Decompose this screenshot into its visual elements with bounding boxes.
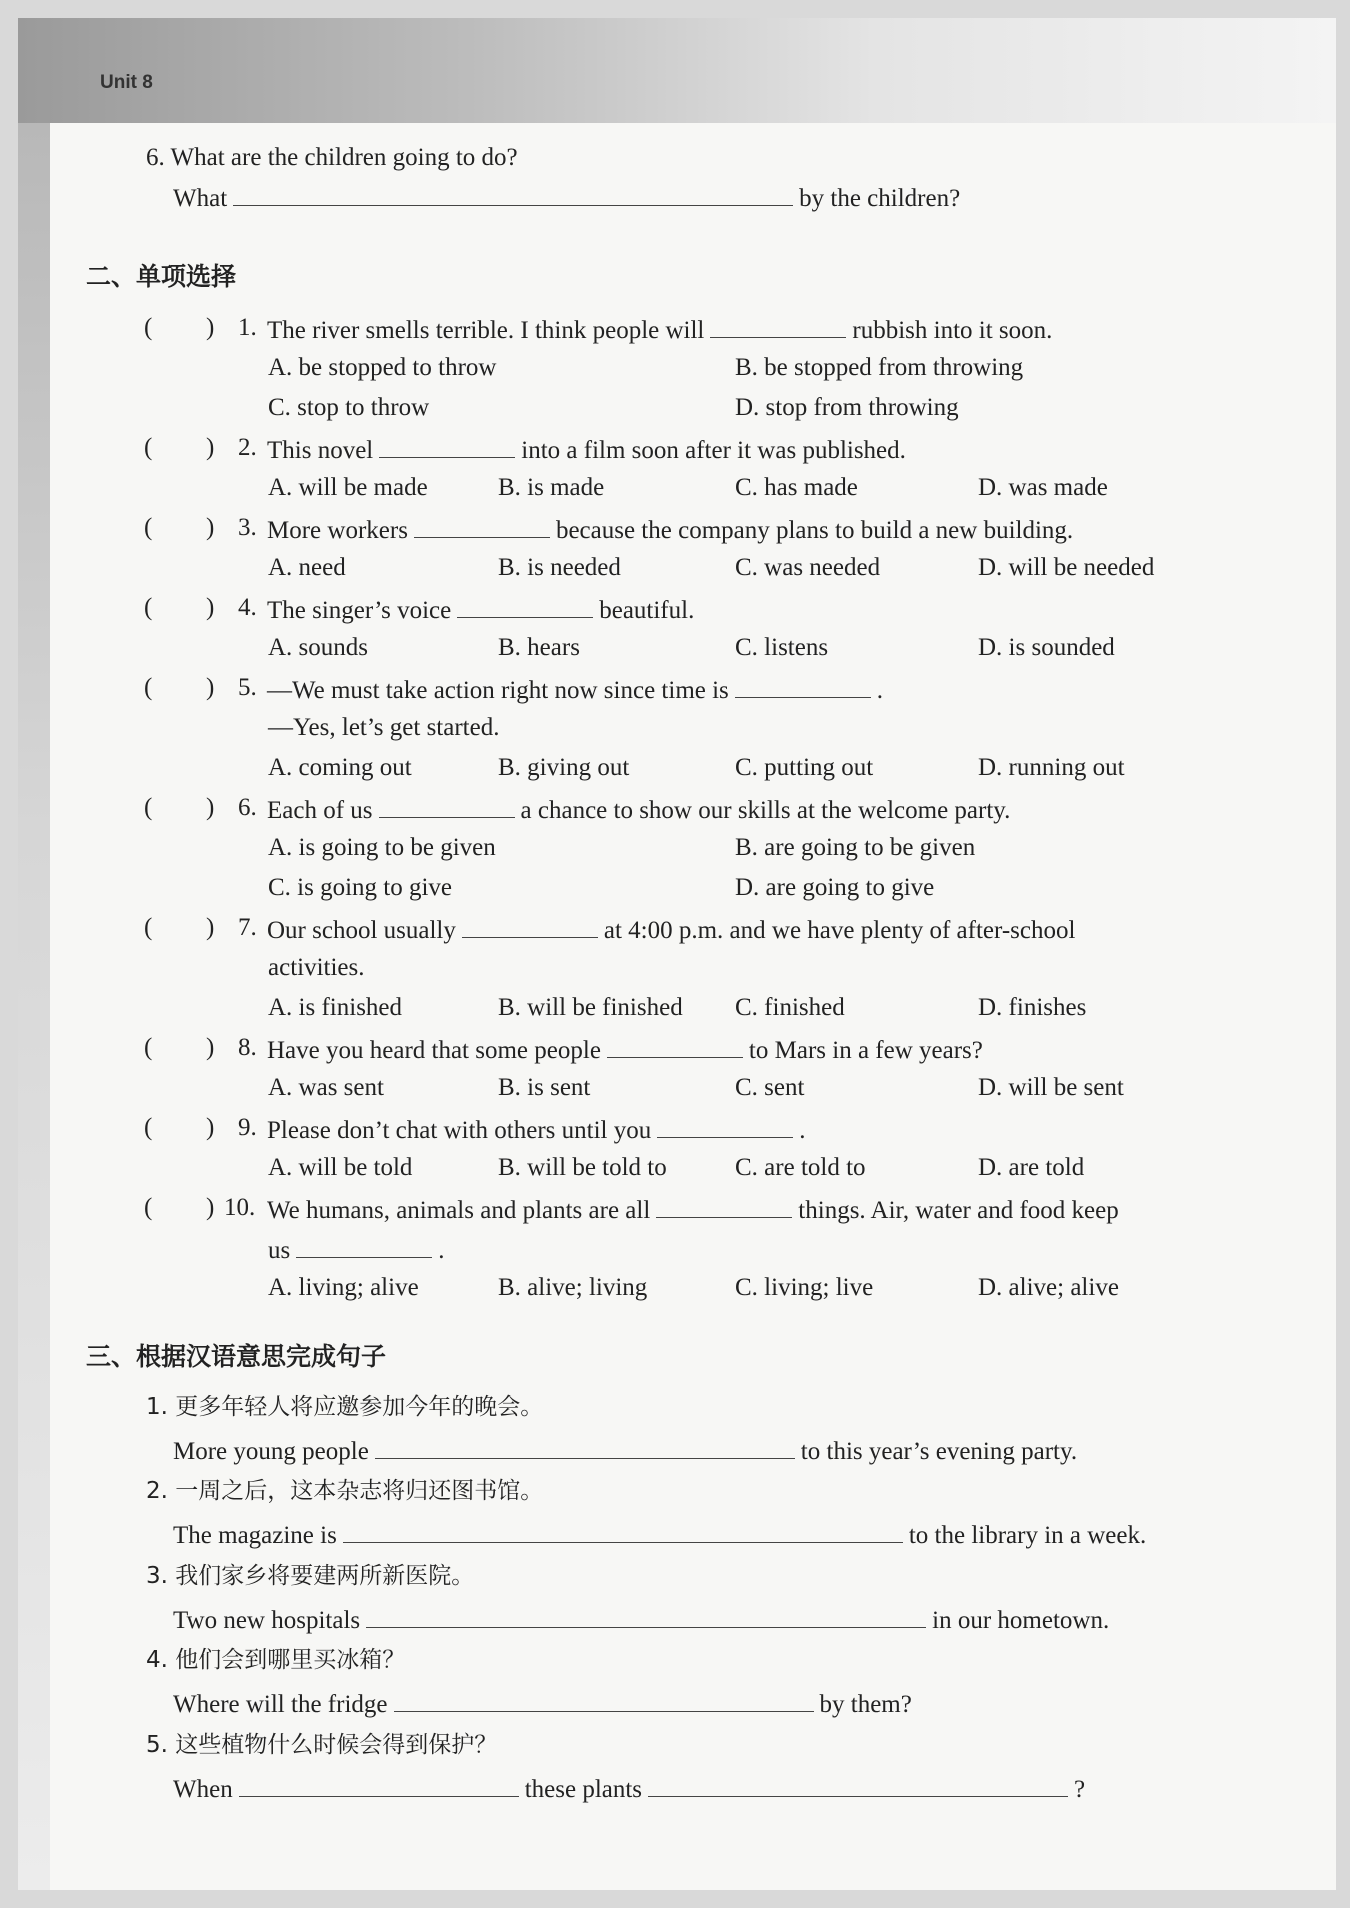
- question-text: [267, 673, 883, 706]
- answer-blank[interactable]: [296, 1233, 432, 1258]
- text-segment: .: [876, 677, 884, 704]
- text-segment: Please don’t chat with others until you: [267, 1117, 652, 1144]
- text-segment: us: [268, 1237, 291, 1264]
- text-segment: to this year’s evening party.: [800, 1438, 1078, 1465]
- question-text: 6. What are the children going to do?: [146, 144, 518, 171]
- section-title: 二、单项选择: [86, 262, 237, 291]
- text-segment: .: [799, 1117, 806, 1144]
- chinese-prompt: 3. 我们家乡将要建两所新医院。: [146, 1563, 475, 1589]
- question-text: [267, 313, 1052, 346]
- chinese-prompt: 4. 他们会到哪里买冰箱？: [146, 1647, 406, 1673]
- option-a[interactable]: A. coming out: [268, 754, 412, 781]
- option-b[interactable]: B. are going to be given: [735, 834, 976, 861]
- option-b[interactable]: B. is made: [498, 474, 605, 501]
- answer-blank[interactable]: [375, 1434, 795, 1459]
- question-text: —Yes, let’s get started.: [268, 714, 500, 741]
- text-segment: these plants: [524, 1776, 643, 1803]
- chinese-prompt: 5. 这些植物什么时候会得到保护？: [146, 1732, 498, 1758]
- text-segment: things. Air, water and food keep: [798, 1197, 1119, 1224]
- question-number: 9.: [238, 1114, 257, 1141]
- answer-blank[interactable]: [239, 1772, 519, 1797]
- answer-paren[interactable]: (: [144, 914, 153, 941]
- question-number: 5.: [238, 674, 257, 701]
- question-text: [267, 913, 1075, 946]
- answer-paren[interactable]: (: [144, 674, 153, 701]
- text-segment: More young people: [173, 1438, 369, 1465]
- question-text: [267, 433, 906, 466]
- option-a[interactable]: A. be stopped to throw: [268, 354, 497, 381]
- answer-paren[interactable]: ): [206, 914, 215, 941]
- answer-paren[interactable]: ): [206, 594, 215, 621]
- text-segment: .: [438, 1237, 445, 1264]
- text-segment: a chance to show our skills at the welcome party.: [520, 797, 1011, 824]
- text-segment: into a film soon after it was published.: [521, 437, 906, 464]
- text-segment: Have you heard that some people: [267, 1037, 601, 1064]
- answer-paren[interactable]: (: [144, 1114, 153, 1141]
- question-text: [267, 1193, 1119, 1226]
- option-a[interactable]: A. will be told: [268, 1154, 413, 1181]
- text-segment: This novel: [267, 437, 374, 464]
- option-d[interactable]: D. will be sent: [978, 1074, 1124, 1101]
- text-segment: Our school usually: [267, 917, 456, 944]
- answer-paren[interactable]: (: [144, 594, 153, 621]
- text-segment: by the children?: [799, 185, 961, 212]
- answer-paren[interactable]: ): [206, 314, 215, 341]
- answer-paren[interactable]: ): [206, 1034, 215, 1061]
- text-segment: When: [173, 1776, 233, 1803]
- answer-blank[interactable]: [457, 593, 593, 618]
- answer-blank[interactable]: [656, 1193, 792, 1218]
- option-a[interactable]: A. is going to be given: [268, 834, 496, 861]
- question-text: activities.: [268, 954, 365, 981]
- answer-paren[interactable]: ): [206, 674, 215, 701]
- text-segment: ?: [1074, 1776, 1086, 1803]
- question-text: [267, 513, 1073, 546]
- text-segment: Two new hospitals: [173, 1607, 361, 1634]
- answer-blank[interactable]: [379, 433, 515, 458]
- option-a[interactable]: A. is finished: [268, 994, 403, 1021]
- option-b[interactable]: B. alive; living: [498, 1274, 648, 1301]
- option-a[interactable]: A. sounds: [268, 634, 369, 661]
- answer-blank[interactable]: [607, 1033, 743, 1058]
- option-c[interactable]: C. are told to: [735, 1154, 866, 1181]
- answer-line: [173, 181, 960, 214]
- answer-paren[interactable]: (: [144, 514, 153, 541]
- answer-blank[interactable]: [462, 913, 598, 938]
- answer-blank[interactable]: [343, 1518, 903, 1543]
- text-segment: —We must take action right now since time is: [267, 677, 729, 704]
- side-band: [18, 123, 50, 1890]
- question-number: 8.: [238, 1034, 257, 1061]
- option-d[interactable]: D. was made: [978, 474, 1108, 501]
- question-number: 7.: [238, 914, 257, 941]
- answer-paren[interactable]: ): [206, 434, 215, 461]
- answer-line: [173, 1434, 1077, 1467]
- answer-blank[interactable]: [233, 181, 793, 206]
- question-number: 3.: [238, 514, 257, 541]
- answer-blank[interactable]: [648, 1772, 1068, 1797]
- text-segment: The singer’s voice: [267, 597, 452, 624]
- option-b[interactable]: B. will be told to: [498, 1154, 667, 1181]
- option-c[interactable]: C. was needed: [735, 554, 881, 581]
- chinese-prompt: 1. 更多年轻人将应邀参加今年的晚会。: [146, 1394, 544, 1420]
- answer-paren[interactable]: (: [144, 434, 153, 461]
- answer-blank[interactable]: [414, 513, 550, 538]
- answer-paren[interactable]: (: [144, 1194, 153, 1221]
- option-b[interactable]: B. will be finished: [498, 994, 683, 1021]
- option-b[interactable]: B. be stopped from throwing: [735, 354, 1024, 381]
- answer-blank[interactable]: [657, 1113, 793, 1138]
- text-segment: beautiful.: [599, 597, 695, 624]
- answer-paren[interactable]: ): [206, 1194, 215, 1221]
- option-a[interactable]: A. will be made: [268, 474, 428, 501]
- question-number: 1.: [238, 314, 257, 341]
- question-number: 6.: [238, 794, 257, 821]
- chinese-prompt: 2. 一周之后，这本杂志将归还图书馆。: [146, 1478, 544, 1504]
- option-c[interactable]: C. listens: [735, 634, 829, 661]
- answer-paren[interactable]: (: [144, 794, 153, 821]
- option-d[interactable]: D. are going to give: [735, 874, 935, 901]
- question-number: 10.: [224, 1194, 256, 1221]
- option-d[interactable]: D. is sounded: [978, 634, 1115, 661]
- text-segment: We humans, animals and plants are all: [267, 1197, 651, 1224]
- answer-paren[interactable]: (: [144, 314, 153, 341]
- answer-line: [173, 1603, 1109, 1636]
- option-b[interactable]: B. is sent: [498, 1074, 591, 1101]
- answer-line: [173, 1687, 912, 1720]
- option-a[interactable]: A. was sent: [268, 1074, 384, 1101]
- text-segment: to the library in a week.: [908, 1522, 1147, 1549]
- answer-paren[interactable]: ): [206, 514, 215, 541]
- option-c[interactable]: C. finished: [735, 994, 845, 1021]
- question-text: [268, 1233, 444, 1266]
- question-text: [267, 593, 694, 626]
- option-c[interactable]: C. sent: [735, 1074, 805, 1101]
- option-c[interactable]: C. living; live: [735, 1274, 874, 1301]
- answer-paren[interactable]: (: [144, 1034, 153, 1061]
- option-c[interactable]: C. has made: [735, 474, 858, 501]
- section-title: 三、根据汉语意思完成句子: [86, 1342, 387, 1371]
- option-d[interactable]: D. finishes: [978, 994, 1087, 1021]
- text-segment: The magazine is: [173, 1522, 337, 1549]
- answer-paren[interactable]: ): [206, 1114, 215, 1141]
- text-segment: Each of us: [267, 797, 373, 824]
- text-segment: Where will the fridge: [173, 1691, 388, 1718]
- option-d[interactable]: D. will be needed: [978, 554, 1155, 581]
- text-segment: to Mars in a few years?: [748, 1037, 983, 1064]
- header-band: [18, 18, 1336, 123]
- question-text: [267, 793, 1010, 826]
- answer-blank[interactable]: [366, 1603, 926, 1628]
- answer-blank[interactable]: [394, 1687, 814, 1712]
- option-d[interactable]: D. running out: [978, 754, 1125, 781]
- option-d[interactable]: D. stop from throwing: [735, 394, 959, 421]
- option-c[interactable]: C. is going to give: [268, 874, 453, 901]
- text-segment: because the company plans to build a new building.: [555, 517, 1074, 544]
- option-a[interactable]: A. need: [268, 554, 346, 581]
- answer-blank[interactable]: [710, 313, 846, 338]
- text-segment: What: [173, 185, 228, 212]
- option-b[interactable]: B. giving out: [498, 754, 630, 781]
- unit-label: Unit 8: [100, 72, 153, 93]
- question-number: 2.: [238, 434, 257, 461]
- question-text: [267, 1033, 983, 1066]
- option-c[interactable]: C. stop to throw: [268, 394, 430, 421]
- option-a[interactable]: A. living; alive: [268, 1274, 419, 1301]
- text-segment: at 4:00 p.m. and we have plenty of after-school: [603, 917, 1076, 944]
- option-d[interactable]: D. alive; alive: [978, 1274, 1119, 1301]
- answer-blank[interactable]: [735, 673, 871, 698]
- text-segment: in our hometown.: [932, 1607, 1110, 1634]
- option-b[interactable]: B. hears: [498, 634, 580, 661]
- text-segment: by them?: [819, 1691, 912, 1718]
- answer-line: [173, 1772, 1085, 1805]
- answer-paren[interactable]: ): [206, 794, 215, 821]
- question-text: [267, 1113, 805, 1146]
- answer-line: [173, 1518, 1146, 1551]
- text-segment: More workers: [267, 517, 408, 544]
- option-c[interactable]: C. putting out: [735, 754, 874, 781]
- answer-blank[interactable]: [379, 793, 515, 818]
- option-d[interactable]: D. are told: [978, 1154, 1085, 1181]
- option-b[interactable]: B. is needed: [498, 554, 621, 581]
- text-segment: The river smells terrible. I think people will: [267, 317, 705, 344]
- question-number: 4.: [238, 594, 257, 621]
- text-segment: rubbish into it soon.: [852, 317, 1053, 344]
